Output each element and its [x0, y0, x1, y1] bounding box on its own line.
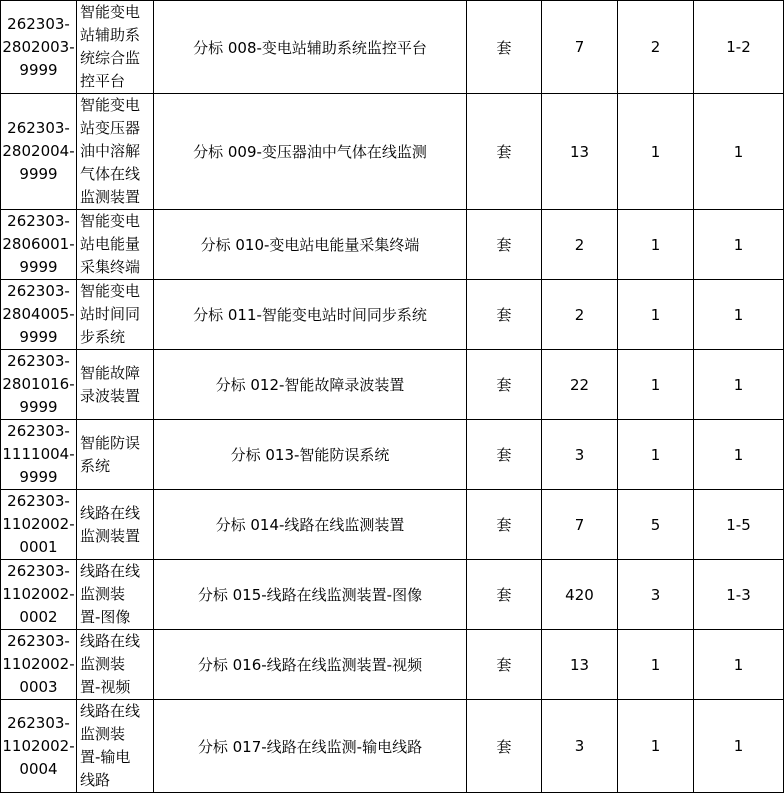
table-row [1, 94, 784, 210]
quantity-cell: 7 [542, 490, 618, 560]
material-code-line: 262303- [7, 282, 70, 300]
package-count-cell: 5 [618, 490, 694, 560]
quantity-cell: 22 [542, 350, 618, 420]
unit-cell: 套 [467, 210, 542, 280]
material-name-line: 气体在线 [80, 165, 141, 183]
material-name-cell [77, 210, 154, 280]
table-row [1, 210, 784, 280]
material-code-line: 2802004- [2, 142, 75, 160]
material-code-line: 0002 [19, 608, 58, 626]
package-range-cell: 1-2 [694, 1, 784, 94]
package-count-cell: 1 [618, 630, 694, 700]
lot-name-cell: 分标 015-线路在线监测装置-图像 [154, 560, 467, 630]
material-code-line: 9999 [19, 468, 58, 486]
package-count-cell: 1 [618, 210, 694, 280]
material-code-line: 9999 [19, 328, 58, 346]
lot-name-cell: 分标 012-智能故障录波装置 [154, 350, 467, 420]
material-code-cell [1, 630, 77, 700]
material-name-line: 步系统 [80, 328, 126, 346]
material-code-line: 2804005- [2, 305, 75, 323]
material-name-line: 采集终端 [80, 258, 141, 276]
material-name-line: 置-视频 [80, 678, 131, 696]
material-code-line: 0004 [19, 759, 58, 778]
material-code-line: 262303- [7, 212, 70, 230]
table-row [1, 630, 784, 700]
material-code-line: 262303- [7, 492, 70, 510]
material-name-line: 录波装置 [80, 386, 141, 405]
material-code-line: 2801016- [2, 375, 75, 393]
unit-cell: 套 [467, 350, 542, 420]
table-row [1, 490, 784, 560]
material-code-cell [1, 350, 77, 420]
material-name-cell [77, 1, 154, 94]
material-name-line: 置-输电 [80, 748, 131, 766]
material-name-cell [77, 94, 154, 210]
package-range-cell: 1 [694, 700, 784, 793]
material-code-cell [1, 700, 77, 793]
material-code-line: 262303- [7, 352, 70, 370]
table-row [1, 280, 784, 350]
material-code-line: 9999 [19, 258, 58, 276]
material-name-line: 站变压器 [80, 119, 141, 137]
unit-cell: 套 [467, 630, 542, 700]
unit-cell: 套 [467, 94, 542, 210]
package-count-cell: 1 [618, 94, 694, 210]
table-row [1, 1, 784, 94]
table-row [1, 560, 784, 630]
material-name-cell [77, 350, 154, 420]
material-code-cell [1, 210, 77, 280]
package-count-cell: 1 [618, 420, 694, 490]
material-code-line: 1111004- [2, 445, 75, 463]
quantity-cell: 13 [542, 94, 618, 210]
package-count-cell: 1 [618, 350, 694, 420]
material-name-line: 统综合监 [80, 49, 141, 67]
material-name-line: 监测装 [80, 585, 126, 603]
material-name-cell [77, 630, 154, 700]
material-name-line: 智能故障 [80, 363, 141, 382]
lot-name-cell: 分标 010-变电站电能量采集终端 [154, 210, 467, 280]
material-name-line: 油中溶解 [80, 142, 141, 160]
lot-name-cell: 分标 009-变压器油中气体在线监测 [154, 94, 467, 210]
material-code-line: 262303- [7, 632, 70, 650]
material-code-line: 262303- [7, 562, 70, 580]
material-name-cell [77, 420, 154, 490]
material-code-line: 9999 [19, 398, 58, 416]
material-name-line: 置-图像 [80, 608, 131, 626]
quantity-cell: 420 [542, 560, 618, 630]
table-row [1, 700, 784, 793]
material-name-cell [77, 280, 154, 350]
quantity-cell: 3 [542, 700, 618, 793]
material-code-line: 2802003- [2, 37, 75, 56]
material-code-line: 0001 [19, 538, 58, 556]
lot-name-cell: 分标 013-智能防误系统 [154, 420, 467, 490]
material-name-line: 系统 [80, 456, 111, 475]
quantity-cell: 3 [542, 420, 618, 490]
material-name-cell [77, 700, 154, 793]
table-row [1, 420, 784, 490]
package-range-cell: 1 [694, 350, 784, 420]
material-name-line: 线路 [80, 771, 111, 789]
material-name-line: 智能变电 [80, 3, 141, 21]
package-count-cell: 1 [618, 280, 694, 350]
table-body [1, 1, 784, 793]
unit-cell: 套 [467, 420, 542, 490]
material-code-line: 1102002- [2, 655, 75, 673]
material-code-line: 262303- [7, 14, 70, 33]
material-name-line: 线路在线 [80, 702, 141, 720]
material-code-cell [1, 560, 77, 630]
package-range-cell: 1 [694, 630, 784, 700]
material-name-line: 站时间同 [80, 305, 141, 323]
table-row [1, 350, 784, 420]
material-code-line: 1102002- [2, 515, 75, 533]
material-name-line: 站电能量 [80, 235, 141, 253]
material-name-line: 线路在线 [80, 632, 141, 650]
unit-cell: 套 [467, 280, 542, 350]
unit-cell: 套 [467, 1, 542, 94]
material-name-line: 智能变电 [80, 96, 141, 114]
material-code-line: 262303- [7, 713, 70, 732]
material-name-cell [77, 490, 154, 560]
unit-cell: 套 [467, 490, 542, 560]
material-code-line: 0003 [19, 678, 58, 696]
material-code-line: 1102002- [2, 585, 75, 603]
material-name-line: 站辅助系 [80, 26, 141, 44]
lot-name-cell: 分标 017-线路在线监测-输电线路 [154, 700, 467, 793]
package-range-cell: 1 [694, 210, 784, 280]
package-range-cell: 1 [694, 280, 784, 350]
material-name-line: 线路在线 [80, 503, 141, 522]
material-name-line: 监测装置 [80, 526, 141, 545]
material-code-line: 2806001- [2, 235, 75, 253]
lot-name-cell: 分标 008-变电站辅助系统监控平台 [154, 1, 467, 94]
material-name-line: 智能防误 [80, 433, 141, 452]
material-name-line: 智能变电 [80, 212, 141, 230]
lot-name-cell: 分标 011-智能变电站时间同步系统 [154, 280, 467, 350]
quantity-cell: 7 [542, 1, 618, 94]
quantity-cell: 2 [542, 210, 618, 280]
material-name-line: 监测装置 [80, 188, 141, 206]
material-name-line: 智能变电 [80, 282, 141, 300]
material-code-line: 9999 [19, 60, 58, 79]
unit-cell: 套 [467, 700, 542, 793]
material-code-cell [1, 1, 77, 94]
lot-name-cell: 分标 016-线路在线监测装置-视频 [154, 630, 467, 700]
unit-cell: 套 [467, 560, 542, 630]
material-name-line: 控平台 [80, 72, 126, 90]
material-code-cell [1, 490, 77, 560]
package-count-cell: 1 [618, 700, 694, 793]
material-name-line: 监测装 [80, 655, 126, 673]
package-range-cell: 1 [694, 94, 784, 210]
material-code-cell [1, 94, 77, 210]
package-range-cell: 1-5 [694, 490, 784, 560]
package-count-cell: 2 [618, 1, 694, 94]
material-code-line: 262303- [7, 119, 70, 137]
material-code-line: 1102002- [2, 736, 75, 755]
quantity-cell: 2 [542, 280, 618, 350]
material-code-cell [1, 280, 77, 350]
material-name-line: 监测装 [80, 725, 126, 743]
quantity-cell: 13 [542, 630, 618, 700]
package-range-cell: 1 [694, 420, 784, 490]
package-range-cell: 1-3 [694, 560, 784, 630]
material-name-cell [77, 560, 154, 630]
lot-name-cell: 分标 014-线路在线监测装置 [154, 490, 467, 560]
material-code-line: 9999 [19, 165, 58, 183]
material-code-line: 262303- [7, 422, 70, 440]
package-count-cell: 3 [618, 560, 694, 630]
material-name-line: 线路在线 [80, 562, 141, 580]
material-code-cell [1, 420, 77, 490]
